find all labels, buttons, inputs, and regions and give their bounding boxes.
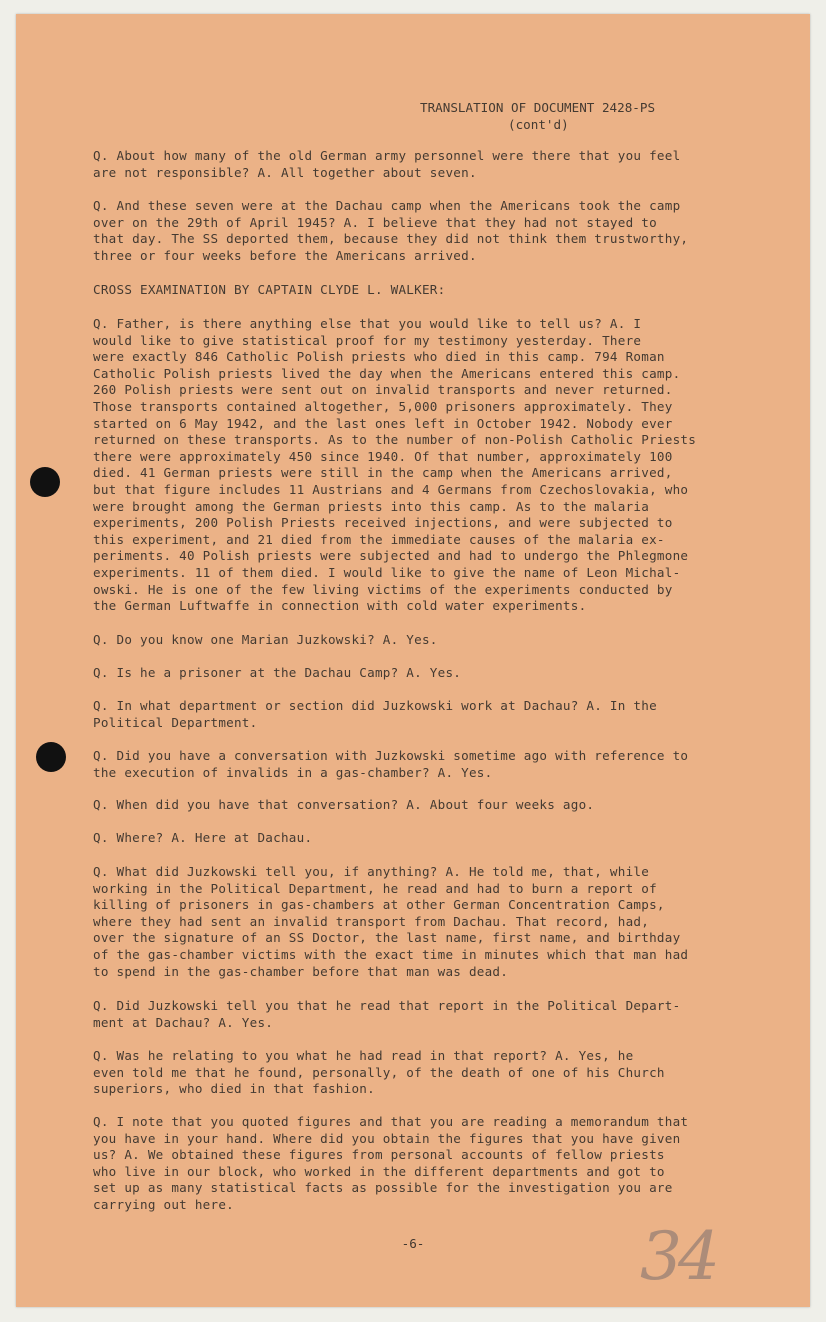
paragraph-q-read-report: Q. Did Juzkowski tell you that he read that report in the Political Depart- ment at Dachau? A. Yes. — [93, 998, 681, 1030]
paragraph-q-when: Q. When did you have that conversation? A. About four weeks ago. — [93, 797, 595, 812]
punch-hole-upper — [30, 467, 60, 497]
paragraph-q-department: Q. In what department or section did Juzkowski work at Dachau? A. In the Political Department. — [93, 698, 657, 730]
paragraph-q-what-told: Q. What did Juzkowski tell you, if anything? A. He told me, that, while working in the Political Department, he read and had to burn a report of killing of prisoners in gas-chambers at other German Concentration Camps, where they had sent an invalid transport from Dachau. That record, had, over the signature of an SS Doctor, the last name, first name, and birthday of the gas-chamber victims with the exact time in minutes which that man had to spend in the gas-chamber before that man was dead. — [93, 864, 689, 979]
punch-hole-lower — [36, 742, 66, 772]
document-header — [420, 100, 740, 133]
paragraph-q-army-personnel: Q. About how many of the old German army personnel were there that you feel are not responsible? A. All together about seven. — [93, 148, 681, 180]
paragraph-q-figures: Q. I note that you quoted figures and that you are reading a memorandum that you have in your hand. Where did you obtain the figures that you have given us? A. We obtained these figures from personal accounts of fellow priests who live in our block, who worked in the different departments and got to set up as many statistical facts as possible for the investigation you are carrying out here. — [93, 1114, 689, 1212]
handwritten-page-stamp: 34 — [640, 1218, 716, 1295]
document-title: TRANSLATION OF DOCUMENT 2428-PS — [420, 100, 656, 115]
section-heading-cross-examination: CROSS EXAMINATION BY CAPTAIN CLYDE L. WALKER: — [93, 282, 446, 297]
page-number: -6- — [401, 1236, 425, 1251]
document-subtitle: (cont'd) — [508, 116, 569, 132]
paragraph-q-seven-at-dachau: Q. And these seven were at the Dachau camp when the Americans took the camp over on the 29th of April 1945? A. I believe that they had not stayed to that day. The SS deported them, because they did not think them trustworthy, three or four weeks before the Americans arrived. — [93, 198, 689, 263]
paragraph-q-conversation: Q. Did you have a conversation with Juzkowski sometime ago with reference to the execution of invalids in a gas-chamber? A. Yes. — [93, 748, 689, 780]
paragraph-q-relating: Q. Was he relating to you what he had read in that report? A. Yes, he even told me that he found, personally, of the death of one of his Church superiors, who died in that fashion. — [93, 1048, 665, 1097]
paragraph-q-prisoner: Q. Is he a prisoner at the Dachau Camp? A. Yes. — [93, 665, 462, 680]
paragraph-q-where: Q. Where? A. Here at Dachau. — [93, 830, 313, 845]
paragraph-statistical-proof: Q. Father, is there anything else that you would like to tell us? A. I would like to give statistical proof for my testimony yesterday. There were exactly 846 Catholic Polish priests who died in this camp. 794 Roman Catholic Polish priests lived the day when the Americans entered this camp. 260 Polish priests were sent out on invalid transports and never returned. Those transports contained altogether, 5,000 prisoners approximately. They started on 6 May 1942, and the last ones left in October 1942. Nobody ever returned on these transports. As to the number of non-Polish Catholic Priests there were approximately 450 since 1940. Of that number, approximately 100 died. 41 German priests were still in the camp when the Americans arrived, but that figure includes 11 Austrians and 4 Germans from Czechoslovakia, who were brought among the German priests into this camp. As to the malaria experiments, 200 Polish Priests received injections, and were subjected to this experiment, and 21 died from the immediate causes of the malaria ex- periments. 40 Polish priests were subjected and had to undergo the Phlegmone experiments. 11 of them died. I would like to give the name of Leon Michal- owski. He is one of the few living victims of the experiments conducted by the German Luftwaffe in connection with cold water experiments. — [93, 316, 697, 614]
paragraph-q-know-juzkowski: Q. Do you know one Marian Juzkowski? A. Yes. — [93, 632, 438, 647]
